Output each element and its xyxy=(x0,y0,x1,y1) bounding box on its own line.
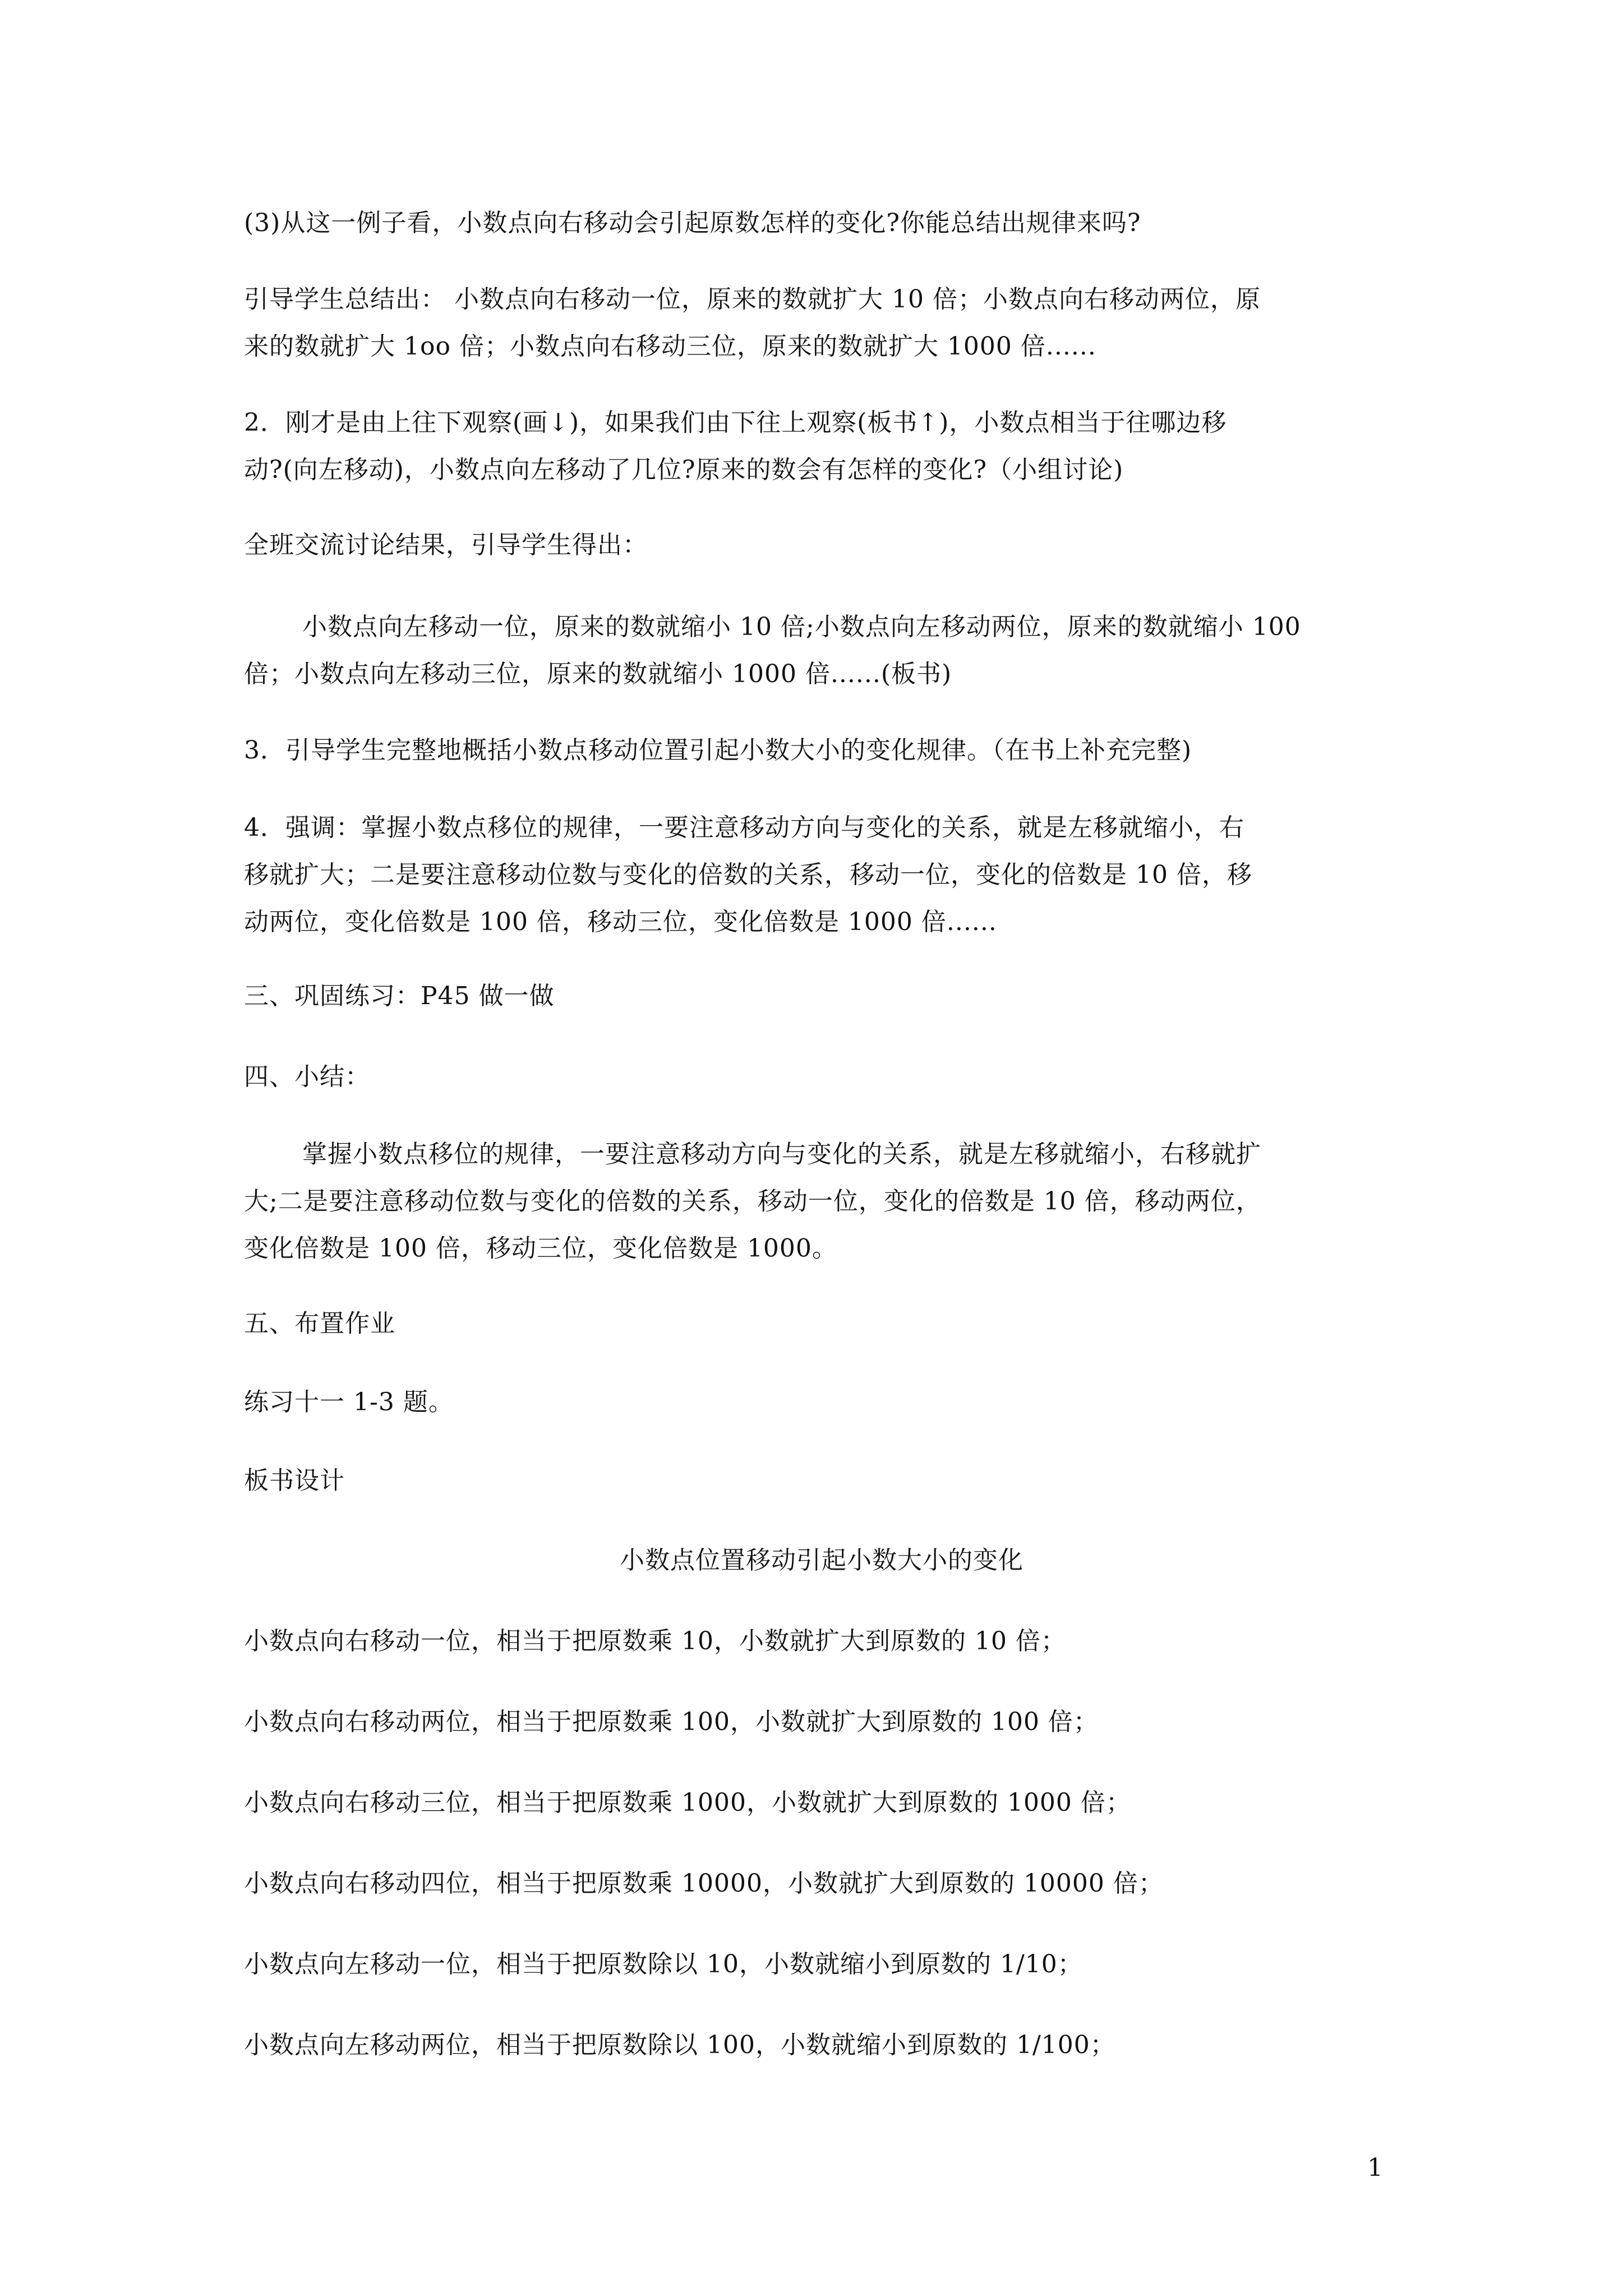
board-line: 小数点向右移动四位，相当于把原数乘 10000，小数就扩大到原数的 10000 倍； xyxy=(244,1869,1164,1898)
step-3: 3．引导学生完整地概括小数点移动位置引起小数大小的变化规律。（在书上补充完整) xyxy=(244,736,1192,765)
board-line: 小数点向右移动三位，相当于把原数乘 1000，小数就扩大到原数的 1000 倍； xyxy=(244,1788,1131,1817)
emphasis-line-3: 动两位，变化倍数是 100 倍，移动三位，变化倍数是 1000 倍...... xyxy=(244,908,997,936)
board-title: 小数点位置移动引起小数大小的变化 xyxy=(620,1546,1023,1575)
board-line: 小数点向右移动一位，相当于把原数乘 10，小数就扩大到原数的 10 倍； xyxy=(244,1627,1066,1655)
board-line: 小数点向左移动两位，相当于把原数除以 100，小数就缩小到原数的 1/100； xyxy=(244,2031,1115,2059)
question-3: (3)从这一例子看，小数点向右移动会引起原数怎样的变化?你能总结出规律来吗? xyxy=(244,209,1141,237)
section-summary-heading: 四、小结： xyxy=(244,1062,370,1091)
board-design-heading: 板书设计 xyxy=(244,1466,345,1495)
left-move-paragraph xyxy=(244,604,1301,698)
summary-line-1: 引导学生总结出： 小数点向右移动一位，原来的数就扩大 10 倍；小数点向右移动两位，原 xyxy=(244,285,1261,314)
observation-paragraph xyxy=(244,399,1227,494)
emphasis-line-2: 移就扩大；二是要注意移动位数与变化的倍数的关系，移动一位，变化的倍数是 10 倍，移 xyxy=(244,861,1252,889)
emphasis-paragraph xyxy=(244,804,1252,946)
summary-body-line-2: 大;二是要注意移动位数与变化的倍数的关系，移动一位，变化的倍数是 10 倍，移动两位， xyxy=(244,1187,1261,1216)
board-line: 小数点向右移动两位，相当于把原数乘 100，小数就扩大到原数的 100 倍； xyxy=(244,1708,1099,1736)
left-move-line-1: 小数点向左移动一位，原来的数就缩小 10 倍;小数点向左移动两位，原来的数就缩小 100 xyxy=(302,613,1301,641)
section-practice-heading: 三、巩固练习：P45 做一做 xyxy=(244,982,555,1010)
summary-body-line-1: 掌握小数点移位的规律，一要注意移动方向与变化的关系，就是左移就缩小，右移就扩 xyxy=(302,1140,1261,1168)
observation-line-2: 动?(向左移动)，小数点向左移动了几位?原来的数会有怎样的变化?（小组讨论) xyxy=(244,455,1124,484)
summary-line-2: 来的数就扩大 1oo 倍；小数点向右移动三位，原来的数就扩大 1000 倍...... xyxy=(244,332,1096,361)
page-number: 1 xyxy=(1367,2154,1383,2182)
summary-paragraph xyxy=(244,276,1261,370)
emphasis-line-1: 4．强调：掌握小数点移位的规律，一要注意移动方向与变化的关系，就是左移就缩小，右 xyxy=(244,813,1244,842)
observation-line-1: 2．刚才是由上往下观察(画↓)，如果我们由下往上观察(板书↑)，小数点相当于往哪边移 xyxy=(244,408,1227,437)
left-move-line-2: 倍；小数点向左移动三位，原来的数就缩小 1000 倍......(板书) xyxy=(244,660,952,688)
section-homework-heading: 五、布置作业 xyxy=(244,1309,395,1338)
summary-body-line-3: 变化倍数是 100 倍，移动三位，变化倍数是 1000。 xyxy=(244,1234,837,1263)
summary-body-paragraph xyxy=(244,1131,1261,1272)
class-discussion: 全班交流讨论结果，引导学生得出： xyxy=(244,531,648,559)
homework-item: 练习十一 1-3 题。 xyxy=(244,1388,454,1416)
board-line: 小数点向左移动一位，相当于把原数除以 10，小数就缩小到原数的 1/10； xyxy=(244,1950,1083,1978)
